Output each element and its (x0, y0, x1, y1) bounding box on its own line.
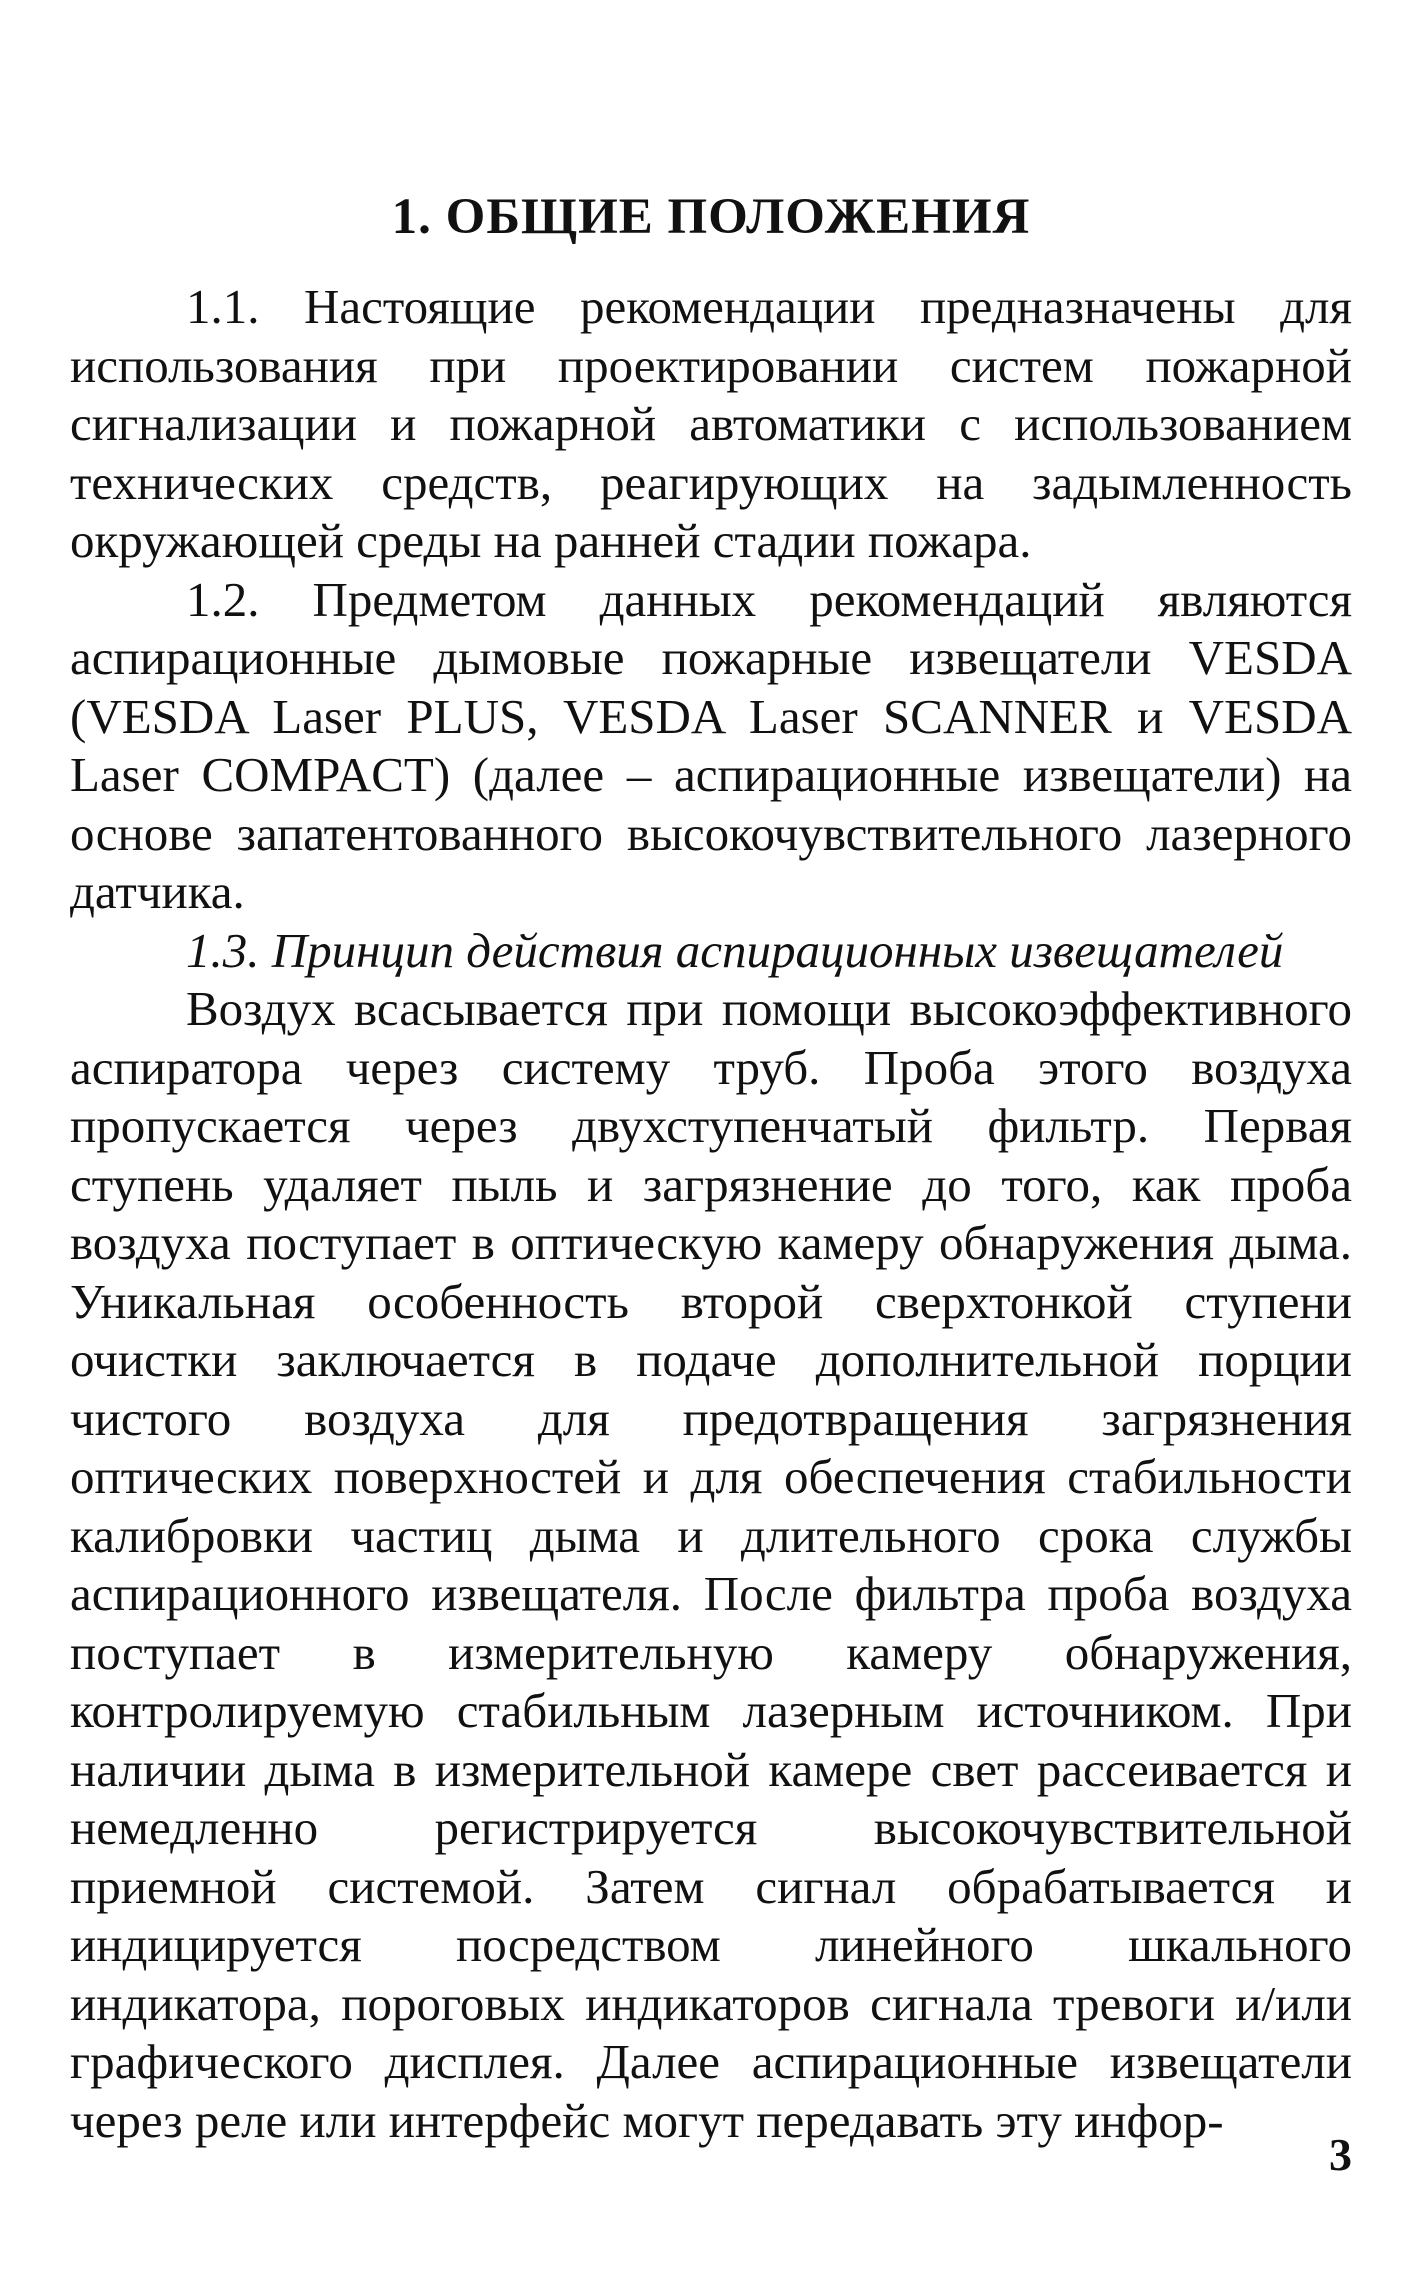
paragraph-1-2: 1.2. Предметом данных рекомендаций являются аспирационные дымовые пожарные извещатели VESDA (VESDA Laser PLUS, VESDA Laser SCANNER и VESDA Laser COMPACT) (далее – аспирационные извещатели) на основе запатентованного высокочувствительного лазерного датчика. (70, 571, 1352, 919)
paragraph-principle: Воздух всасывается при помощи высокоэффективного аспиратора через систему труб. Проба этого воздуха пропускается через двухступенчатый фильтр. Первая ступень удаляет пыль и загрязнение до того, как проба воздуха поступает в оптическую камеру обнаружения дыма. Уникальная особенность второй сверхтонкой ступени очистки заключается в подаче дополнительной порции чистого воздуха для предотвращения загрязнения оптических поверхностей и для обеспечения стабильности калибровки частиц дыма и длительного срока службы аспирационного извещателя. После фильтра проба воздуха поступает в измерительную камеру обнаружения, контролируемую стабильным лазерным источником. При наличии дыма в измерительной камере свет рассеивается и немедленно регистрируется высокочувствительной приемной системой. Затем сигнал обрабатывается и индицируется посредством линейного шкального индикатора, пороговых индикаторов сигнала тревоги и/или графического дисплея. Далее аспирационные извещатели через реле или интерфейс могут передавать эту инфор- (70, 981, 1352, 2148)
subsection-title-1-3: 1.3. Принцип действия аспирационных извещателей (186, 922, 1284, 978)
section-heading: 1. ОБЩИЕ ПОЛОЖЕНИЯ (391, 189, 1031, 245)
document-page (70, 0, 1352, 2270)
paragraph-1-1: 1.1. Настоящие рекомендации предназначены для использования при проектировании систем пожарной сигнализации и пожарной автоматики с использованием технических средств, реагирующих на задымленность окружающей среды на ранней стадии пожара. (70, 279, 1352, 568)
body-text (70, 278, 1352, 2150)
page-number: 3 (1329, 2129, 1352, 2180)
